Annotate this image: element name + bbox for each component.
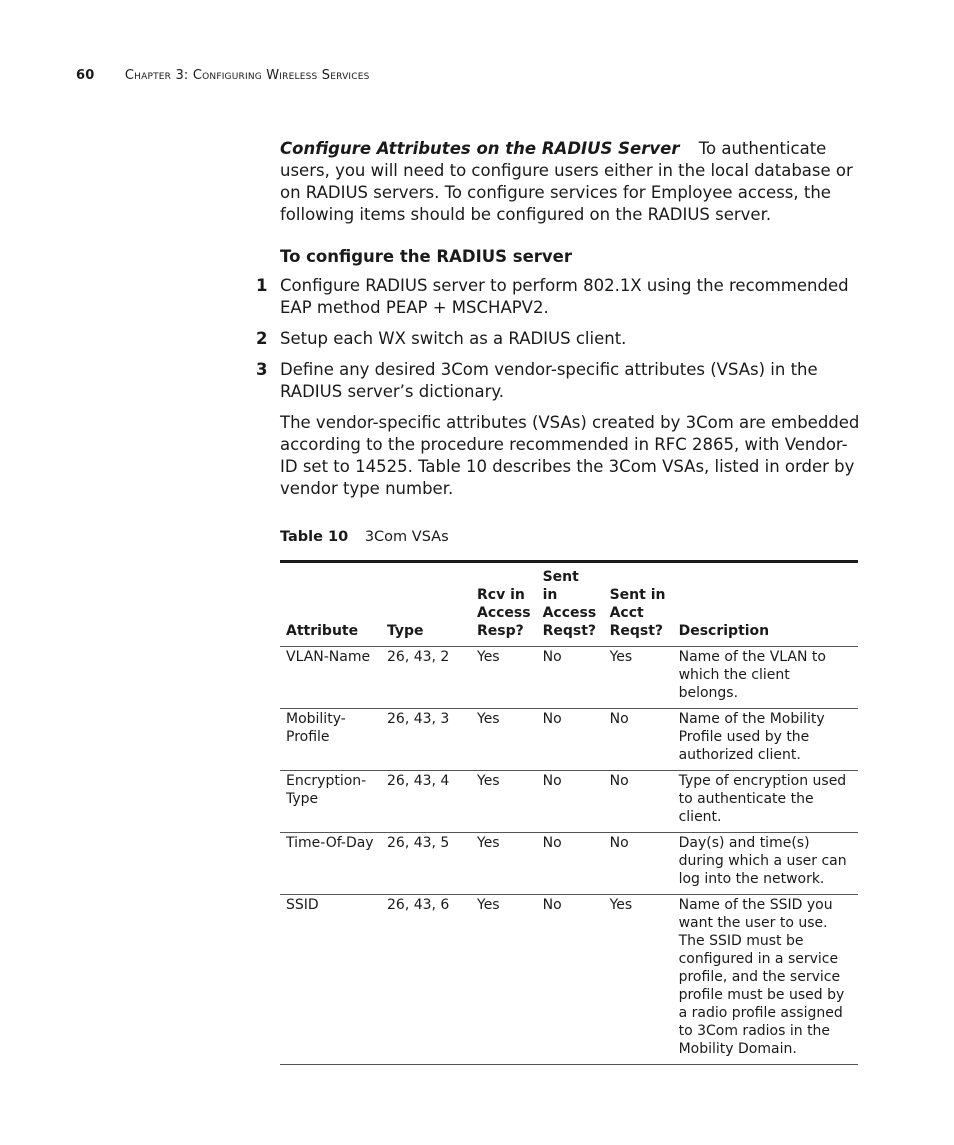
- intro-paragraph: [280, 138, 860, 226]
- table-cell: 26, 43, 6: [381, 895, 471, 1065]
- table-cell: Day(s) and time(s) during which a user can log into the network.: [673, 833, 858, 895]
- chapter-title: Chapter 3: Configuring Wireless Services: [124, 68, 370, 83]
- table-cell: No: [537, 709, 604, 771]
- table-cell: No: [604, 833, 673, 895]
- table-cell: Name of the Mobility Profile used by the authorized client.: [673, 709, 858, 771]
- step-number: 3: [256, 360, 268, 379]
- table-cell: Yes: [604, 895, 673, 1065]
- table-cell: 26, 43, 5: [381, 833, 471, 895]
- table-row: [280, 647, 858, 709]
- intro-text: To authenticate users, you will need to configure users either in the local database or on RADIUS servers. To configure services for Employee access, the following items should be configured on the RADIUS server.: [280, 139, 853, 224]
- step-number: 2: [256, 329, 268, 348]
- step-1: [256, 275, 860, 319]
- step-2: [256, 328, 860, 350]
- table-cell: 26, 43, 3: [381, 709, 471, 771]
- table-cell: Yes: [471, 647, 537, 709]
- table-cell: Encryption-Type: [280, 771, 381, 833]
- table-cell: Name of the VLAN to which the client belongs.: [673, 647, 858, 709]
- table-cell: Yes: [604, 647, 673, 709]
- table-cell: Yes: [471, 895, 537, 1065]
- step-3-paragraph: The vendor-specific attributes (VSAs) created by 3Com are embedded according to the procedure recommended in RFC 2865, with Vendor-ID set to 14525. Table 10 describes the 3Com VSAs, listed in order by vendor type number.: [280, 413, 860, 498]
- table-cell: Name of the SSID you want the user to use. The SSID must be configured in a service profile, and the service profile must be used by a radio profile assigned to 3Com radios in the Mobility Domain.: [673, 895, 858, 1065]
- step-number: 1: [256, 276, 268, 295]
- table-cell: Yes: [471, 771, 537, 833]
- table-caption: [280, 526, 860, 548]
- table-cell: 26, 43, 4: [381, 771, 471, 833]
- step-text: Configure RADIUS server to perform 802.1X using the recommended EAP method PEAP + MSCHAPV2.: [280, 276, 849, 317]
- table-cell: Yes: [471, 709, 537, 771]
- step-3: [256, 359, 860, 403]
- table-cell: VLAN-Name: [280, 647, 381, 709]
- table-row: [280, 771, 858, 833]
- table-cell: No: [604, 771, 673, 833]
- table-cell: Time-Of-Day: [280, 833, 381, 895]
- table-cell: No: [537, 771, 604, 833]
- procedure-heading: To configure the RADIUS server: [280, 247, 573, 266]
- table-title: 3Com VSAs: [364, 529, 449, 545]
- table-cell: No: [537, 647, 604, 709]
- runin-heading: Configure Attributes on the RADIUS Server: [280, 139, 680, 158]
- table-cell: No: [604, 709, 673, 771]
- table-cell: Yes: [471, 833, 537, 895]
- page-header: [76, 68, 370, 83]
- table-cell: Type of encryption used to authenticate the client.: [673, 771, 858, 833]
- col-header: Sent in Access Reqst?: [537, 562, 604, 647]
- col-header: Attribute: [280, 562, 381, 647]
- step-text: Setup each WX switch as a RADIUS client.: [280, 329, 627, 348]
- table-cell: 26, 43, 2: [381, 647, 471, 709]
- table-label: Table 10: [280, 529, 349, 545]
- col-header: Type: [381, 562, 471, 647]
- col-header: Description: [673, 562, 858, 647]
- table-header-row: [280, 562, 858, 647]
- page-body: [256, 138, 860, 1065]
- table-cell: No: [537, 895, 604, 1065]
- vsa-table: [280, 560, 858, 1065]
- step-text: Define any desired 3Com vendor-specific attributes (VSAs) in the RADIUS server’s dictionary.: [280, 360, 818, 401]
- table-cell: Mobility-Profile: [280, 709, 381, 771]
- table-cell: No: [537, 833, 604, 895]
- table-row: [280, 709, 858, 771]
- table-cell: SSID: [280, 895, 381, 1065]
- col-header: Rcv in Access Resp?: [471, 562, 537, 647]
- col-header: Sent in Acct Reqst?: [604, 562, 673, 647]
- table-row: [280, 833, 858, 895]
- page-number: 60: [76, 68, 95, 83]
- table-row: [280, 895, 858, 1065]
